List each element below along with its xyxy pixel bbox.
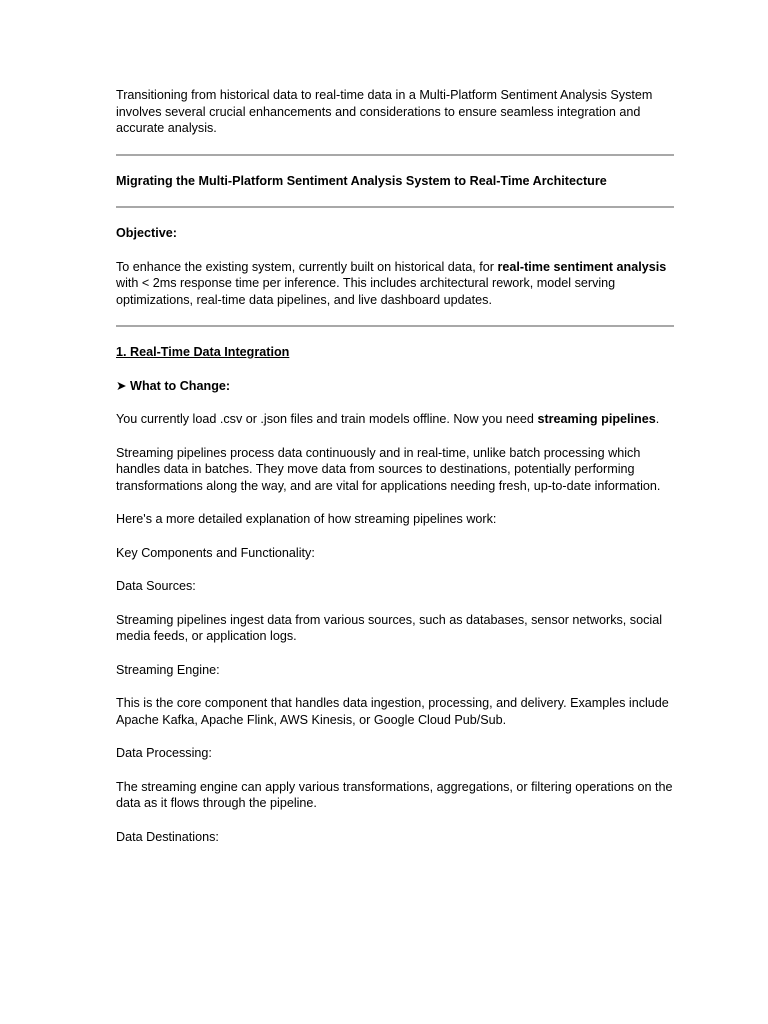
horizontal-rule [116, 154, 674, 156]
what-to-change-text: ➤ What to Change: [116, 378, 231, 393]
horizontal-rule [116, 325, 674, 327]
change-text-pre: You currently load .csv or .json files and train models offline. Now you need [116, 412, 538, 426]
detail-intro: Here's a more detailed explanation of how streaming pipelines work: [116, 512, 497, 526]
objective-text-bold: real-time sentiment analysis [497, 259, 667, 274]
streaming-engine-label: Streaming Engine: [116, 662, 220, 677]
objective-text-post: with < 2ms response time per inference. This includes architectural rework, model serving optimizations, real-time data pipelines, and live dashboard updates. [116, 276, 616, 307]
horizontal-rule [116, 206, 674, 208]
document-title [116, 173, 674, 190]
data-destinations-label: Data Destinations: [116, 829, 219, 844]
key-components-label: Key Components and Functionality: [116, 545, 315, 560]
document-title-text: Migrating the Multi-Platform Sentiment Analysis System to Real-Time Architecture [116, 173, 607, 188]
objective-paragraph [116, 259, 674, 309]
data-sources-label: Data Sources: [116, 579, 196, 593]
section-heading-text: 1. Real-Time Data Integration [116, 345, 290, 359]
objective-label [116, 225, 674, 242]
streaming-engine-text: This is the core component that handles data ingestion, processing, and delivery. Examples include Apache Kafka, Apache Flink, AWS Kinesis, or Google Cloud Pub/Sub. [116, 696, 669, 727]
data-processing-label: Data Processing: [116, 746, 212, 760]
objective-label-text: Objective: [116, 226, 177, 240]
change-text-bold: streaming pipelines [537, 412, 656, 426]
change-paragraph [116, 411, 674, 428]
change-text-post: . [655, 412, 660, 426]
document-body [116, 87, 674, 845]
what-to-change-label [116, 378, 674, 395]
intro-paragraph: Transitioning from historical data to real-time data in a Multi-Platform Sentiment Analysis System involves several crucial enhancements and considerations to ensure seamless integration and accurate analysis. [116, 88, 653, 135]
data-processing-text: The streaming engine can apply various transformations, aggregations, or filtering operations on the data as it flows through the pipeline. [116, 779, 673, 810]
section-heading [116, 344, 674, 361]
data-sources-text: Streaming pipelines ingest data from various sources, such as databases, sensor networks, social media feeds, or application logs. [116, 612, 663, 643]
objective-text-pre: To enhance the existing system, currently built on historical data, for [116, 259, 498, 274]
streaming-description: Streaming pipelines process data continuously and in real-time, unlike batch processing which handles data in batches. They move data from sources to destinations, potentially performing transformations along the way, and are vital for applications needing fresh, up-to-date information. [116, 445, 661, 493]
